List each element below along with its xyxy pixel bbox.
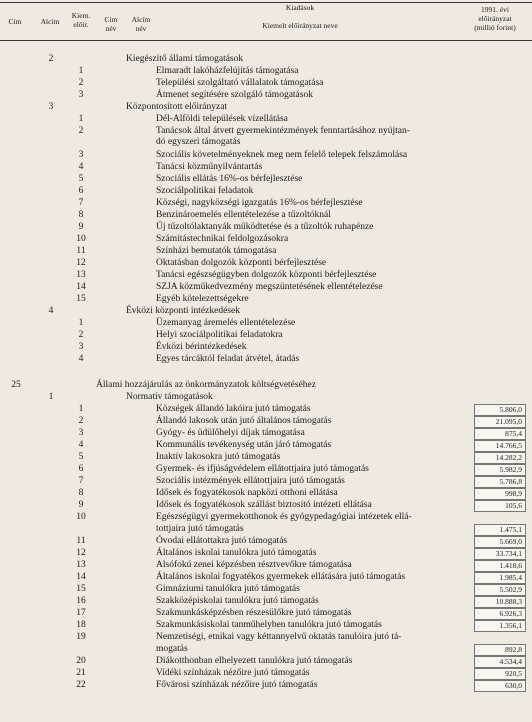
- item-name: Színházi bemutatók támogatása: [156, 246, 277, 256]
- table-row: [0, 342, 532, 353]
- table-row: [0, 246, 532, 257]
- kiemelt-number: 10: [76, 234, 86, 244]
- table-row: [0, 126, 532, 137]
- table-row: [0, 668, 532, 679]
- item-name: Általános iskolai tanulókra jutó támogatás: [156, 548, 317, 558]
- table-row: [0, 680, 532, 691]
- appropriation-value: 920,5: [505, 669, 522, 678]
- header-year-1: 1991. évi: [481, 5, 509, 14]
- kiemelt-number: 3: [78, 90, 84, 100]
- table-row: [0, 548, 532, 559]
- appropriation-value: 6.926,3: [499, 609, 522, 618]
- top-rule: [0, 2, 532, 3]
- header-cim-nev-2: név: [105, 24, 117, 33]
- item-name: Évközi központi intézkedések: [126, 306, 240, 316]
- table-row: [0, 620, 532, 631]
- table-row: [0, 380, 532, 391]
- kiemelt-number: 6: [78, 186, 84, 196]
- kiemelt-number: 10: [76, 512, 86, 522]
- item-name: Gimnáziumi tanulókra jutó támogatás: [156, 584, 300, 594]
- kiemelt-number: 16: [76, 596, 86, 606]
- kiemelt-number: 2: [78, 330, 84, 340]
- kiemelt-number: 11: [76, 246, 86, 256]
- item-name: Inaktív lakosokra jutó támogatás: [156, 452, 281, 462]
- kiemelt-number: 13: [76, 270, 86, 280]
- header-kiem-2: előir.: [73, 20, 89, 29]
- table-row: [0, 440, 532, 451]
- table-row: [0, 54, 532, 65]
- appropriation-value: 5.806,0: [499, 405, 522, 414]
- item-name: Egészségügyi gyermekotthonok és gyógypedagógiai intézetek ellá-: [156, 512, 412, 522]
- item-name: Üzemanyag áremelés ellentételezése: [156, 318, 296, 328]
- table-row: [0, 392, 532, 403]
- item-name: Vidéki színházak nézőire jutó támogatás: [156, 668, 310, 678]
- kiemelt-number: 14: [76, 282, 86, 292]
- kiemelt-number: 15: [76, 294, 86, 304]
- item-name: Általános iskolai fogyatékos gyermekek ellátására jutó támogatás: [156, 572, 406, 582]
- appropriation-value: 33.734,1: [495, 549, 522, 558]
- table-row: [0, 524, 532, 535]
- item-name: Tanácsok által átvett gyermekintézmények fenntartásához nyújtan-: [156, 126, 410, 136]
- item-name: Szakközépiskolai tanulókra jutó támogatás: [156, 596, 319, 606]
- appropriation-value: 1.418,6: [499, 561, 522, 570]
- table-row: [0, 488, 532, 499]
- table-row: [0, 404, 532, 415]
- table-row: [0, 174, 532, 185]
- table-row: [0, 318, 532, 329]
- table-row: [0, 656, 532, 667]
- header-cim-nev-1: Cím: [104, 15, 118, 24]
- header-alcim-nev-1: Alcím: [131, 15, 151, 24]
- item-name: Oktatásban dolgozók központi bérfejlesztése: [156, 258, 327, 268]
- kiemelt-number: 13: [76, 560, 86, 570]
- header-year-2: előirányzat: [478, 14, 512, 23]
- item-name: Fővárosi színházak nézőire jutó támogatás: [156, 680, 318, 690]
- alcim-number: 3: [48, 102, 54, 112]
- header-alcim: Alcím: [40, 17, 60, 26]
- kiemelt-number: 9: [78, 500, 84, 510]
- item-name: Idősek és fogyatékosok napközi otthoni ellátása: [156, 488, 338, 498]
- table-row: [0, 186, 532, 197]
- item-name: Alsófokú zenei képzésben résztvevőkre támogatása: [156, 560, 352, 570]
- table-row: [0, 476, 532, 487]
- table-row: [0, 596, 532, 607]
- kiemelt-number: 7: [78, 476, 84, 486]
- item-name: Szakmunkásiskolai tanműhelyben tanulókra jutó támogatás: [156, 620, 382, 630]
- item-name: Számítástechnikai feldolgozásokra: [156, 234, 289, 244]
- kiemelt-number: 8: [78, 488, 84, 498]
- kiemelt-number: 20: [76, 656, 86, 666]
- table-row: [0, 258, 532, 269]
- item-name: SZJA közműkedvezmény megszüntetésének ellentételezése: [156, 282, 383, 292]
- item-name: Benzinároemelés ellentételezése a tűzoltóknál: [156, 210, 331, 220]
- table-row: [0, 222, 532, 233]
- appropriation-value: 21.095,0: [495, 417, 522, 426]
- table-row: [0, 137, 532, 148]
- table-row: [0, 282, 532, 293]
- kiemelt-number: 2: [78, 416, 84, 426]
- item-name: Gyógy- és üdülőhelyi díjak támogatása: [156, 428, 305, 438]
- table-row: [0, 354, 532, 365]
- item-name: Gyermek- és ifjúságvédelem ellátottjaira jutó támogatás: [156, 464, 369, 474]
- item-name: Egyes tárcáktól feladat átvétel, átadás: [156, 354, 300, 364]
- appropriation-value: 105,6: [505, 501, 522, 510]
- alcim-number: 4: [48, 306, 54, 316]
- item-name: Kommunális tevékenység után járó támogatás: [156, 440, 332, 450]
- item-name: Szociális ellátás 16%-os bérfejlesztése: [156, 174, 303, 184]
- kiemelt-number: 2: [78, 126, 84, 136]
- kiemelt-number: 18: [76, 620, 86, 630]
- item-name: Idősek és fogyatékosok szállást biztosító intézeti ellátása: [156, 500, 372, 510]
- table-row: [0, 536, 532, 547]
- kiemelt-number: 17: [76, 608, 86, 618]
- table-row: [0, 78, 532, 89]
- appropriation-value: 14.282,2: [495, 453, 522, 462]
- alcim-number: 1: [48, 392, 54, 402]
- item-name: Dél-Alföldi települések vízellátása: [156, 114, 288, 124]
- item-name: Egyéb kötelezettségekre: [156, 294, 249, 304]
- appropriation-value: 998,9: [505, 489, 522, 498]
- appropriation-value: 892,8: [505, 645, 522, 654]
- table-row: [0, 306, 532, 317]
- item-name: Nemzetiségi, etnikai vagy kéttannyelvű oktatás tanulóira jutó tá-: [156, 632, 402, 642]
- item-name: Évközi bérintézkedések: [156, 342, 247, 352]
- header-kiadasok: Kiadások: [285, 3, 315, 12]
- header-alcim-nev-2: név: [135, 24, 147, 33]
- item-name: Községi, nagyközségi igazgatás 16%-os bérfejlesztése: [156, 198, 363, 208]
- table-row: [0, 330, 532, 341]
- kiemelt-number: 11: [76, 536, 86, 546]
- item-name: Szociális követelményeknek meg nem felelő telepek felszámolása: [156, 150, 408, 160]
- kiemelt-number: 4: [78, 440, 84, 450]
- item-name: Tanácsi egészségügyben dolgozók központi bérfejlesztése: [156, 270, 377, 280]
- header-year-3: (millió forint): [474, 23, 516, 32]
- item-name: Állandó lakosok után jutó általános támogatás: [156, 416, 332, 426]
- item-name: Átmenet segítésére szolgáló támogatások: [156, 90, 313, 100]
- cim-number: 25: [11, 380, 21, 390]
- item-name: Szakmunkásképzésben részesülőkre jutó támogatás: [156, 608, 352, 618]
- kiemelt-number: 2: [78, 78, 84, 88]
- table-row: [0, 452, 532, 463]
- header-cim: Cím: [8, 17, 22, 26]
- header-rule: [0, 40, 532, 41]
- item-name: Települési szolgáltató vállalatok támogatása: [156, 78, 324, 88]
- kiemelt-number: 7: [78, 198, 84, 208]
- appropriation-value: 14.766,5: [495, 441, 522, 450]
- table-row: [0, 114, 532, 125]
- kiemelt-number: 22: [76, 680, 86, 690]
- item-name: Tanácsi közműnyilvántartás: [156, 162, 263, 172]
- item-name: dó egyszeri támogatás: [156, 137, 241, 147]
- table-row: [0, 294, 532, 305]
- kiemelt-number: 3: [78, 150, 84, 160]
- header-kiemelt-nev: Kiemelt előirányzat neve: [262, 21, 338, 30]
- table-row: [0, 644, 532, 655]
- kiemelt-number: 1: [78, 114, 84, 124]
- table-row: [0, 428, 532, 439]
- item-name: tottjaira jutó támogatás: [156, 524, 244, 534]
- kiemelt-number: 14: [76, 572, 86, 582]
- table-row: [0, 500, 532, 511]
- item-name: Elmaradt lakóházfelújítás támogatása: [156, 66, 299, 76]
- appropriation-value: 10.888,3: [495, 597, 522, 606]
- table-row: [0, 512, 532, 523]
- alcim-number: 2: [48, 54, 54, 64]
- kiemelt-number: 4: [78, 354, 84, 364]
- appropriation-value: 4.534,4: [499, 657, 522, 666]
- item-name: Új tűzoltólaktanyák működtetése és a tűzoltók ruhapénze: [156, 222, 374, 232]
- item-name: mogatás: [156, 644, 188, 654]
- appropriation-value: 1.985,4: [499, 573, 522, 582]
- item-name: Normatív támogatások: [126, 392, 213, 402]
- item-name: Központosított előirányzat: [126, 102, 228, 112]
- item-name: Kiegészítő állami támogatások: [126, 54, 244, 64]
- kiemelt-number: 8: [78, 210, 84, 220]
- appropriation-value: 5.669,0: [499, 537, 522, 546]
- table-row: [0, 90, 532, 101]
- kiemelt-number: 1: [78, 66, 84, 76]
- item-name: Szociálpolitikai feladatok: [156, 186, 254, 196]
- kiemelt-number: 5: [78, 174, 84, 184]
- table-row: [0, 234, 532, 245]
- appropriation-value: 5.786,8: [499, 477, 522, 486]
- item-name: Szociális intézmények ellátottjaira jutó támogatás: [156, 476, 345, 486]
- kiemelt-number: 12: [76, 258, 86, 268]
- table-row: [0, 584, 532, 595]
- table-row: [0, 464, 532, 475]
- table-row: [0, 572, 532, 583]
- table-row: [0, 162, 532, 173]
- table-row: [0, 198, 532, 209]
- kiemelt-number: 15: [76, 584, 86, 594]
- table-row: [0, 150, 532, 161]
- kiemelt-number: 1: [78, 318, 84, 328]
- table-header: [0, 0, 532, 40]
- item-name: Községek állandó lakóira jutó támogatás: [156, 404, 311, 414]
- item-name: Állami hozzájárulás az önkormányzatok költségvetéséhez: [96, 380, 316, 390]
- appropriation-value: 1.475,1: [499, 525, 522, 534]
- table-row: [0, 416, 532, 427]
- kiemelt-number: 21: [76, 668, 86, 678]
- appropriation-value: 5.982,9: [499, 465, 522, 474]
- kiemelt-number: 3: [78, 342, 84, 352]
- appropriation-value: 5.502,9: [499, 585, 522, 594]
- table-row: [0, 102, 532, 113]
- item-name: Diákotthonban elhelyezett tanulókra jutó támogatás: [156, 656, 353, 666]
- kiemelt-number: 3: [78, 428, 84, 438]
- item-name: Helyi szociálpolitikai feladatokra: [156, 330, 283, 340]
- table-row: [0, 66, 532, 77]
- table-row: [0, 210, 532, 221]
- appropriation-value: 1.356,1: [499, 621, 522, 630]
- appropriation-value: 875,4: [505, 429, 522, 438]
- table-row: [0, 560, 532, 571]
- table-row: [0, 270, 532, 281]
- table-row: [0, 608, 532, 619]
- kiemelt-number: 19: [76, 632, 86, 642]
- kiemelt-number: 12: [76, 548, 86, 558]
- kiemelt-number: 4: [78, 162, 84, 172]
- kiemelt-number: 9: [78, 222, 84, 232]
- table-row: [0, 632, 532, 643]
- kiemelt-number: 1: [78, 404, 84, 414]
- appropriation-value: 630,0: [505, 681, 522, 690]
- kiemelt-number: 5: [78, 452, 84, 462]
- kiemelt-number: 6: [78, 464, 84, 474]
- header-kiem-1: Kiem.: [71, 11, 91, 20]
- item-name: Óvodai ellátottakra jutó támogatás: [156, 536, 288, 546]
